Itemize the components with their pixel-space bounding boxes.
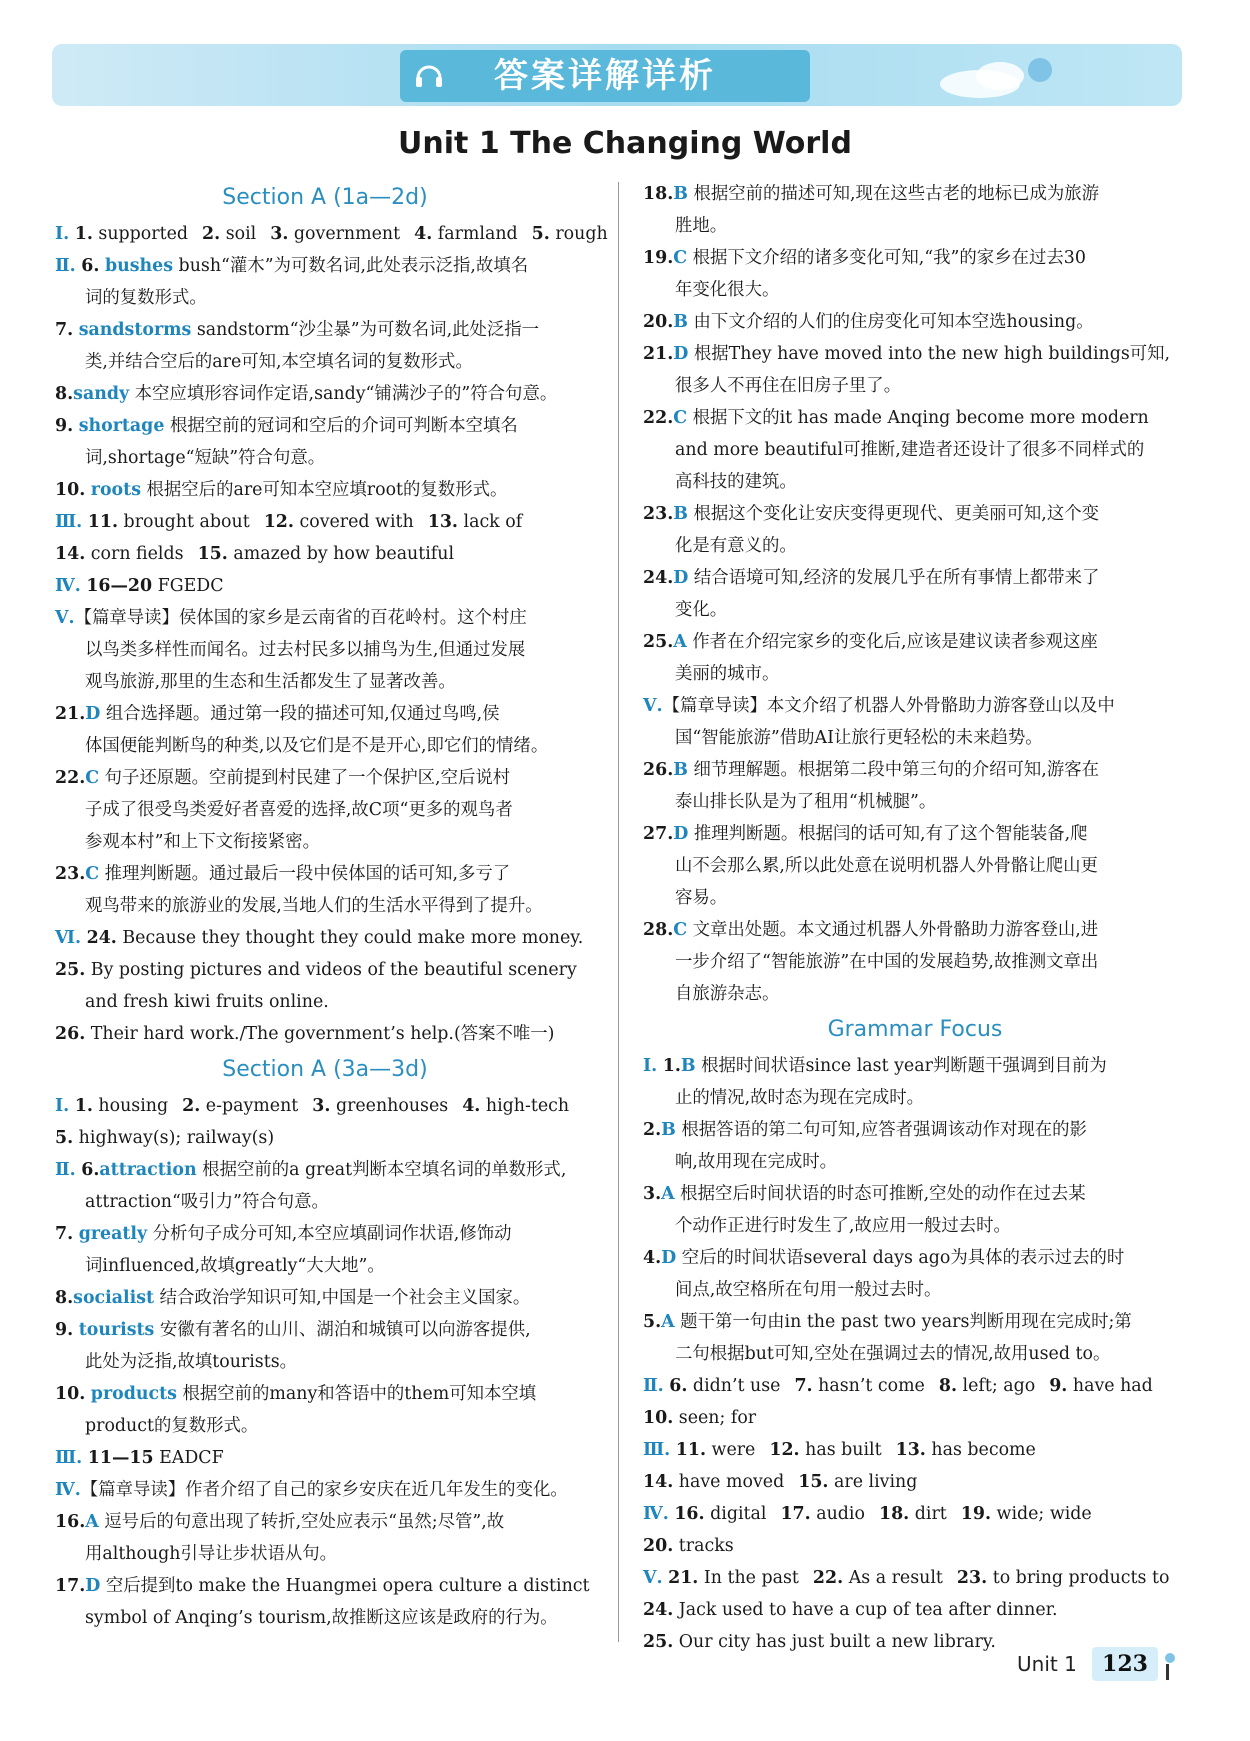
answer-line: Ⅳ.【篇章导读】作者介绍了自己的家乡安庆在近几年发生的变化。 (55, 1480, 568, 1500)
answer-line: 很多人不再住在旧房子里了。 (675, 376, 902, 396)
answer-line: Ⅴ.【篇章导读】侯体国的家乡是云南省的百花岭村。这个村庄 (55, 608, 527, 628)
answer-line: 19.C 根据下文介绍的诸多变化可知,“我”的家乡在过去30 (643, 248, 1086, 268)
answer-line: 20.B 由下文介绍的人们的住房变化可知本空选housing。 (643, 312, 1094, 332)
answer-line: 国“智能旅游”借助AI让旅行更轻松的未来趋势。 (675, 728, 1043, 748)
answer-line: 观鸟带来的旅游业的发展,当地人们的生活水平得到了提升。 (85, 896, 543, 916)
answer-line: and more beautiful可推断,建造者还设计了很多不同样式的 (675, 440, 1145, 460)
answer-line: 类,并结合空后的are可知,本空填名词的复数形式。 (85, 352, 473, 372)
answer-line: 美丽的城市。 (675, 664, 780, 684)
answer-line: 以鸟类多样性而闻名。过去村民多以捕鸟为生,但通过发展 (85, 640, 526, 660)
answer-line: 间点,故空格所在句用一般过去时。 (675, 1280, 942, 1300)
answer-line: 7. sandstorms sandstorm“沙尘暴”为可数名词,此处泛指一 (55, 320, 540, 340)
banner-title: 答案详解详析 (400, 50, 810, 102)
answer-line: Ⅳ. 16. digital 17. audio 18. dirt 19. wide; wide (643, 1504, 1092, 1524)
unit-title: Unit 1 The Changing World (398, 126, 852, 161)
answer-line: 词的复数形式。 (85, 288, 207, 308)
answer-line: 3.A 根据空后时间状语的时态可推断,空处的动作在过去某 (643, 1184, 1086, 1204)
answer-line: 9. tourists 安徽有著名的山川、湖泊和城镇可以向游客提供, (55, 1320, 531, 1340)
answer-line: 23.C 推理判断题。通过最后一段中侯体国的话可知,多亏了 (55, 864, 511, 884)
answer-line: and fresh kiwi fruits online. (85, 992, 329, 1012)
answer-line: 14. corn fields 15. amazed by how beautiful (55, 544, 455, 564)
page-number: 123 (1092, 1647, 1158, 1681)
answer-line: Ⅲ. 11. were 12. has built 13. has become (643, 1440, 1036, 1460)
answer-line: Ⅰ. 1. supported 2. soil 3. government 4. farmland 5. rough (55, 224, 608, 244)
answer-line: 21.D 组合选择题。通过第一段的描述可知,仅通过鸟鸣,侯 (55, 704, 500, 724)
answer-line: 24. Jack used to have a cup of tea after dinner. (643, 1600, 1058, 1620)
answer-line: 容易。 (675, 888, 728, 908)
answer-line: 年变化很大。 (675, 280, 780, 300)
answer-line: 18.B 根据空前的描述可知,现在这些古老的地标已成为旅游 (643, 184, 1100, 204)
answer-line: 10. seen; for (643, 1408, 757, 1428)
answer-line: attraction“吸引力”符合句意。 (85, 1192, 329, 1212)
answer-line: 子成了很受鸟类爱好者喜爱的选择,故C项“更多的观鸟者 (85, 800, 513, 820)
answer-line: 24.D 结合语境可知,经济的发展几乎在所有事情上都带来了 (643, 568, 1100, 588)
answer-line: 响,故用现在完成时。 (675, 1152, 838, 1172)
answer-line: Ⅳ. 16—20 FGEDC (55, 576, 224, 596)
answer-line: 5. highway(s); railway(s) (55, 1128, 275, 1148)
answer-line: 7. greatly 分析句子成分可知,本空应填副词作状语,修饰动 (55, 1224, 512, 1244)
answer-line: 10. products 根据空前的many和答语中的them可知本空填 (55, 1384, 537, 1404)
answer-line: Ⅵ. 24. Because they thought they could make more money. (55, 928, 584, 948)
answer-line: Ⅰ. 1. housing 2. e-payment 3. greenhouses 4. high-tech (55, 1096, 570, 1116)
page-corner-icon (1160, 1652, 1176, 1682)
answer-line: 词,shortage“短缺”符合句意。 (85, 448, 326, 468)
answer-line: Ⅴ.【篇章导读】本文介绍了机器人外骨骼助力游客登山以及中 (643, 696, 1115, 716)
answer-line: 胜地。 (675, 216, 728, 236)
answer-line: 高科技的建筑。 (675, 472, 797, 492)
footer-unit-label: Unit 1 (1017, 1652, 1077, 1676)
answer-line: 4.D 空后的时间状语several days ago为具体的表示过去的时 (643, 1248, 1125, 1268)
answer-line: Ⅰ. 1.B 根据时间状语since last year判断题干强调到目前为 (643, 1056, 1107, 1076)
answer-line: 词influenced,故填greatly“大大地”。 (85, 1256, 385, 1276)
answer-line: 体国便能判断鸟的种类,以及它们是不是开心,即它们的情绪。 (85, 736, 549, 756)
cloud-sun-decoration (930, 52, 1080, 100)
answer-line: 22.C 句子还原题。空前提到村民建了一个保护区,空后说村 (55, 768, 511, 788)
answer-line: 泰山排长队是为了租用“机械腿”。 (675, 792, 937, 812)
answer-line: 8.sandy 本空应填形容词作定语,sandy“铺满沙子的”符合句意。 (55, 384, 558, 404)
answer-line: 28.C 文章出处题。本文通过机器人外骨骼助力游客登山,进 (643, 920, 1099, 940)
answer-line: 25. By posting pictures and videos of the beautiful scenery (55, 960, 577, 980)
answer-line: 26. Their hard work./The government’s help.(答案不唯一) (55, 1024, 555, 1044)
answer-line: 27.D 推理判断题。根据闫的话可知,有了这个智能装备,爬 (643, 824, 1088, 844)
answer-line: product的复数形式。 (85, 1416, 259, 1436)
section-heading: Grammar Focus (827, 1017, 1003, 1042)
answer-line: 参观本村”和上下文衔接紧密。 (85, 832, 320, 852)
answer-line: 17.D 空后提到to make the Huangmei opera culture a distinct (55, 1576, 590, 1596)
answer-line: 止的情况,故时态为现在完成时。 (675, 1088, 924, 1108)
answer-line: Ⅱ. 6.attraction 根据空前的a great判断本空填名词的单数形式, (55, 1160, 567, 1180)
right-column (643, 178, 1187, 1658)
answer-line: 用although引导让步状语从句。 (85, 1544, 338, 1564)
answer-line: Ⅱ. 6. didn’t use 7. hasn’t come 8. left; ago 9. have had (643, 1376, 1153, 1396)
column-divider (618, 182, 619, 1642)
answer-line: 22.C 根据下文的it has made Anqing become more modern (643, 408, 1149, 428)
answer-line: 观鸟旅游,那里的生态和生活都发生了显著改善。 (85, 672, 456, 692)
answer-line: 化是有意义的。 (675, 536, 797, 556)
headphones-icon (412, 58, 446, 92)
answer-line: Ⅲ. 11—15 EADCF (55, 1448, 224, 1468)
answer-line: 20. tracks (643, 1536, 734, 1556)
answer-line: 2.B 根据答语的第二句可知,应答者强调该动作对现在的影 (643, 1120, 1087, 1140)
answer-line: Ⅴ. 21. In the past 22. As a result 23. to bring products to (643, 1568, 1170, 1588)
answer-line: 5.A 题干第一句由in the past two years判断用现在完成时;第 (643, 1312, 1132, 1332)
answer-line: 26.B 细节理解题。根据第二段中第三句的介绍可知,游客在 (643, 760, 1100, 780)
section-heading: Section A (1a—2d) (222, 185, 428, 210)
answer-line: 23.B 根据这个变化让安庆变得更现代、更美丽可知,这个变 (643, 504, 1100, 524)
answer-line: 山不会那么累,所以此处意在说明机器人外骨骼让爬山更 (675, 856, 1098, 876)
answer-line: 一步介绍了“智能旅游”在中国的发展趋势,故推测文章出 (675, 952, 1099, 972)
answer-line: 10. roots 根据空后的are可知本空应填root的复数形式。 (55, 480, 508, 500)
answer-line: 自旅游杂志。 (675, 984, 780, 1004)
answer-line: symbol of Anqing’s tourism,故推断这应该是政府的行为。 (85, 1608, 558, 1628)
answer-line: Ⅱ. 6. bushes bush“灌木”为可数名词,此处表示泛指,故填名 (55, 256, 529, 276)
answer-line: 16.A 逗号后的句意出现了转折,空处应表示“虽然;尽管”,故 (55, 1512, 505, 1532)
answer-line: 14. have moved 15. are living (643, 1472, 918, 1492)
left-column (55, 178, 608, 1634)
answer-line: 二句根据but可知,空处在强调过去的情况,故用used to。 (675, 1344, 1111, 1364)
answer-line: 21.D 根据They have moved into the new high buildings可知, (643, 344, 1171, 364)
answer-line: Ⅲ. 11. brought about 12. covered with 13. lack of (55, 512, 523, 532)
answer-line: 个动作正进行时发生了,故应用一般过去时。 (675, 1216, 1011, 1236)
answer-line: 9. shortage 根据空前的冠词和空后的介词可判断本空填名 (55, 416, 518, 436)
answer-line: 变化。 (675, 600, 728, 620)
answer-line: 25.A 作者在介绍完家乡的变化后,应该是建议读者参观这座 (643, 632, 1098, 652)
section-heading: Section A (3a—3d) (222, 1057, 428, 1082)
answer-line: 25. Our city has just built a new library. (643, 1632, 996, 1652)
answer-line: 此处为泛指,故填tourists。 (85, 1352, 298, 1372)
answer-line: 8.socialist 结合政治学知识可知,中国是一个社会主义国家。 (55, 1288, 531, 1308)
